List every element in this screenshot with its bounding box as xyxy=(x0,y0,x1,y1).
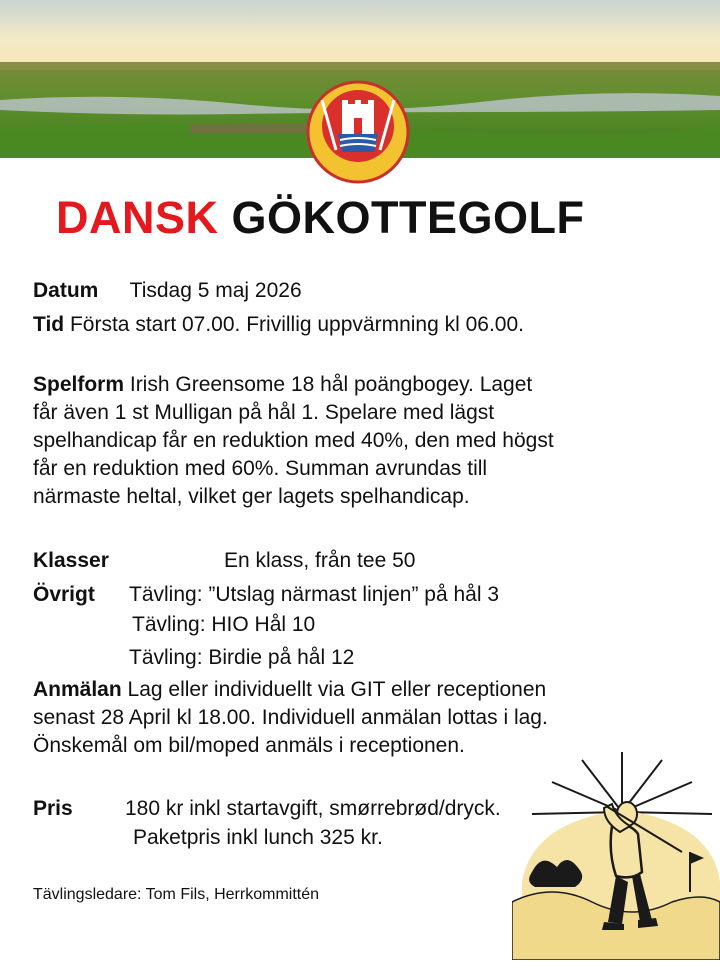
datum-value: Tisdag 5 maj 2026 xyxy=(129,279,302,302)
anmalan-line: Lag eller individuellt via GIT eller receptionen xyxy=(127,678,547,701)
golfer-illustration xyxy=(512,752,720,960)
spelform-line: spelhandicap får en reduktion med 40%, den med högst xyxy=(33,429,554,452)
tid-row xyxy=(33,310,524,339)
spelform-label: Spelform xyxy=(33,373,125,396)
datum-row xyxy=(33,276,302,305)
anmalan-paragraph xyxy=(33,676,653,760)
spelform-line: får en reduktion med 60%. Summan avrundas till xyxy=(33,457,488,480)
title-red: DANSK xyxy=(56,192,219,243)
anmalan-line: senast 28 April kl 18.00. Individuell anmälan lottas i lag. xyxy=(33,706,548,729)
anmalan-line: Önskemål om bil/moped anmäls i receptionen. xyxy=(33,734,465,757)
organizer-text: Tävlingsledare: Tom Fils, Herrkommittén xyxy=(33,886,320,903)
anmalan-label: Anmälan xyxy=(33,678,122,701)
title-black: GÖKOTTEGOLF xyxy=(231,192,585,243)
datum-label: Datum xyxy=(33,279,99,302)
club-logo xyxy=(306,80,410,184)
klasser-label: Klasser xyxy=(33,549,109,572)
spelform-line: Irish Greensome 18 hål poängbogey. Laget xyxy=(129,373,533,396)
klasser-value: En klass, från tee 50 xyxy=(224,549,416,572)
spelform-line: får även 1 st Mulligan på hål 1. Spelare med lägst xyxy=(33,401,495,424)
ovrigt-item: Tävling: Birdie på hål 12 xyxy=(129,646,355,669)
ovrigt-label: Övrigt xyxy=(33,583,95,606)
spelform-paragraph xyxy=(33,371,653,511)
tid-value: Första start 07.00. Frivillig uppvärmning kl 06.00. xyxy=(69,313,525,336)
pris-line: 180 kr inkl startavgift, smørrebrød/dryck. xyxy=(125,797,501,820)
pris-label: Pris xyxy=(33,797,73,820)
page-title xyxy=(56,192,585,244)
ovrigt-item: Tävling: HIO Hål 10 xyxy=(132,613,316,636)
tid-label: Tid xyxy=(33,313,65,336)
ovrigt-item: Tävling: ”Utslag närmast linjen” på hål 3 xyxy=(129,583,500,606)
spelform-line: närmaste heltal, vilket ger lagets spelhandicap. xyxy=(33,485,470,508)
pris-line: Paketpris inkl lunch 325 kr. xyxy=(133,826,383,849)
